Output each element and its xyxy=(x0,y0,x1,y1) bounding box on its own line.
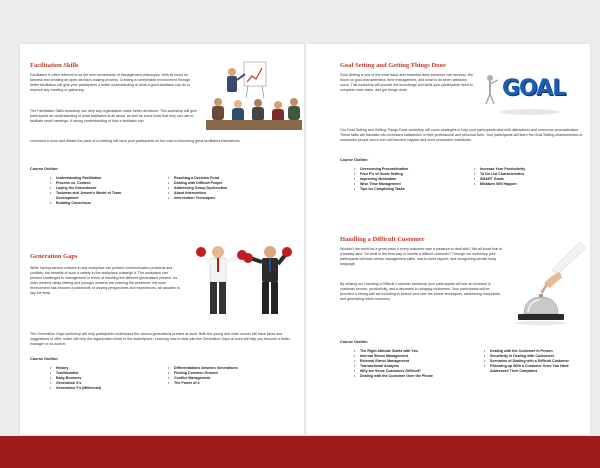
outline-item: • Overcoming Procrastination xyxy=(354,167,454,172)
outline-item: • External Stress Management xyxy=(354,359,466,364)
outline-item: • Laying the Groundwork xyxy=(50,186,138,191)
generation-paragraph-1: While having various cultures in any workplace can present communication problems and conflicts, the benefits of such a variety in the workplace outweigh it. The workplace can present challenges to management in terms of handling the different generations present. As older workers delay retiring and younger workers are entering the workforce, the work environment has become a patchwork of varying perspectives and experiences, all valuable to say the least. xyxy=(30,266,180,296)
outline-item: • Building Consensus xyxy=(50,201,138,206)
right-page xyxy=(306,44,590,435)
generation-title: Generation Gaps xyxy=(30,253,78,260)
outline-item: • Traditionalist xyxy=(50,371,138,376)
outline-item: • Conflict Management xyxy=(168,376,288,381)
outline-item: • Internal Stress Management xyxy=(354,354,466,359)
goal-title: Goal Setting and Getting Things Done xyxy=(340,62,446,69)
left-page xyxy=(20,44,304,435)
outline-item: • Reaching a Decision Point xyxy=(168,176,278,181)
outline-item: • Process vs. Content xyxy=(50,181,138,186)
outline-item: • Dealing with the Customer In Person xyxy=(484,349,578,354)
outline-item: • Four P's of Goals Setting xyxy=(354,172,454,177)
customer-outline-label: Course Outline: xyxy=(340,340,369,344)
generation-paragraph-2: The Generation Gaps workshop will help participants understand the various generations present at work. Both the young and older worker will have ideas and suggestions to offer, which will help the organization thrive in the marketplace. Learning how to deal with the Generation Gaps at work will help you become a better manager or co-worker. xyxy=(30,332,291,347)
outline-item: • About Intervention xyxy=(168,191,278,196)
outline-item: • Why are Some Customers Difficult? xyxy=(354,369,466,374)
goal-outline-col1 xyxy=(354,167,454,192)
facilitation-title: Facilitation Skills xyxy=(30,62,79,69)
customer-title: Handling a Difficult Customer xyxy=(340,236,425,243)
outline-item: • Tuckman and Jensen's Model of Team Development xyxy=(50,191,138,201)
outline-item: • History xyxy=(50,366,138,371)
goal-paragraph-2: Our Goal Setting and Getting Things Done workshop will cover strategies to help your participants deal with distractions and overcome procrastination. These skills will translate into increased satisfaction in their professional and personal lives. Your participants will learn the Goal Setting characteristics of successful people and in turn will become happier and more productive individuals. xyxy=(340,128,583,143)
outline-item: • Understanding Facilitation xyxy=(50,176,138,181)
outline-item: • Mistakes Will Happen xyxy=(474,182,574,187)
generation-boxing-image xyxy=(190,240,298,318)
facilitation-outline-label: Course Outline: xyxy=(30,167,59,171)
outline-item: • To Do List Characteristics xyxy=(474,172,574,177)
outline-item: • Sensitivity in Dealing with Customers xyxy=(484,354,578,359)
outline-item: • Baby Boomers xyxy=(50,376,138,381)
goal-outline-label: Course Outline: xyxy=(340,158,369,162)
outline-item: • Transactional Analysis xyxy=(354,364,466,369)
outline-item: • Dealing with Difficult People xyxy=(168,181,278,186)
footer-band xyxy=(0,436,600,468)
facilitation-outline-col1 xyxy=(50,176,138,207)
facilitation-paragraph-1: Facilitation is often referred to as the new cornerstone of management philosophy. With its focus on fairness and creating an open decision-making process, Creating a comfortable environment through better facilitation will give your participants a better understanding of what a good facilitator can do to improve any meeting or gathering. xyxy=(30,73,191,93)
facilitation-paragraph-3: command a room and dictate the pace of a meeting will have your participants on the road to becoming great facilitators themselves. xyxy=(30,139,241,143)
generation-outline-col2 xyxy=(168,366,288,386)
outline-item: • SMART Goals xyxy=(474,177,574,182)
outline-item: • Tips for Completing Tasks xyxy=(354,187,454,192)
outline-item: • Increase Your Productivity xyxy=(474,167,574,172)
outline-item: • Improving Motivation xyxy=(354,177,454,182)
customer-paragraph-1: Wouldn't the world be a great place if every customer was a pleasure to deal with? We all know that is a fantasy land. So what is the best way to handle a difficult customer? Through our workshop your participants will learn stress management skills, how to build rapport, and recognizing certain body language. xyxy=(340,247,502,267)
outline-item: • Addressing Group Dysfunction xyxy=(168,186,278,191)
customer-paragraph-2: By utilizing our Handling a Difficult Customer workshop your participants will see an increase in customer service, productivity, and a decrease in unhappy customers. Your participants will be provided a strong skill set including in-person and over the phone techniques, addressing complaints, and generating return business. xyxy=(340,282,501,302)
goal-image-word: GOAL xyxy=(502,76,566,101)
outline-item: • Wise Time Management xyxy=(354,182,454,187)
outline-item: • Dealing with the Customer Over the Phone xyxy=(354,374,466,379)
outline-item: • Generation Y's (Millennial) xyxy=(50,386,138,391)
outline-item: • Following up With a Customer Once You Have Addressed Their Complaint xyxy=(484,364,578,374)
facilitation-meeting-image xyxy=(206,58,302,130)
outline-item: • Differentiations between Generations xyxy=(168,366,288,371)
outline-item: • The Power of 4 xyxy=(168,381,288,386)
customer-outline-col1 xyxy=(354,349,466,380)
generation-outline-col1 xyxy=(50,366,138,391)
outline-item: • Finding Common Ground xyxy=(168,371,288,376)
goal-paragraph-1: Goal Setting is one of the most basic and essential skills someone can develop. We touch on goal characteristics, time management, and what to do when setbacks occur. This workshop will provide the knowledge and skills your participants need to complete more tasks, and get things done. xyxy=(340,73,473,93)
facilitation-outline-col2 xyxy=(168,176,278,201)
outline-item: • Generation X's xyxy=(50,381,138,386)
facilitation-paragraph-2: The Facilitation Skills workshop can help any organization make better decisions. This workshop will give participants an understanding of what facilitation is all about, as well as some tools that they can use to facilitate small meetings. A strong understanding of how a facilitator can xyxy=(30,109,197,124)
outline-item: • Scenarios of Dealing with a Difficult Customer xyxy=(484,359,578,364)
customer-outline-col2 xyxy=(484,349,578,374)
outline-item: • Intervention Techniques xyxy=(168,196,278,201)
goal-outline-col2 xyxy=(474,167,574,187)
customer-bell-image xyxy=(506,240,586,328)
outline-item: • The Right Attitude Starts with You xyxy=(354,349,466,354)
generation-outline-label: Course Outline: xyxy=(30,357,59,361)
